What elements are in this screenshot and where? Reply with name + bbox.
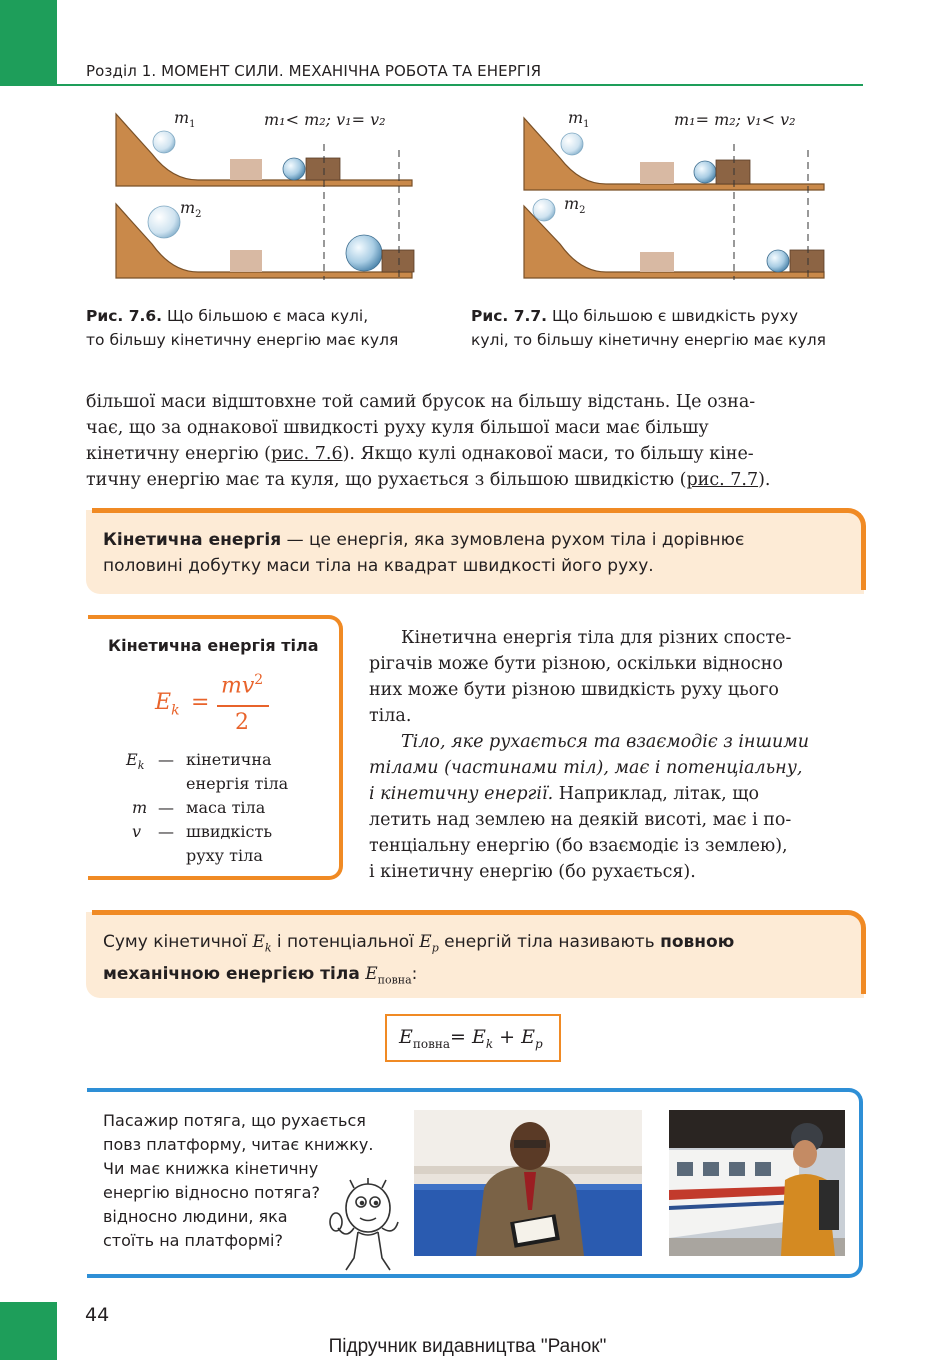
- definition-total-text: Суму кінетичної $E_k$ і потенціальної $E_p$ енергій тіла називають повною механічною енергією тіла $E_{повна}$:: [103, 932, 735, 987]
- thinking-mascot-icon: [328, 1178, 408, 1280]
- publisher-footer: Підручник видавництва "Ранок": [328, 1336, 607, 1357]
- photo-woman-on-platform: [669, 1110, 845, 1256]
- total-energy-formula: $E_{повна}= E_k + E_p$: [385, 1014, 561, 1062]
- formula-legend: $E_k$ — кінетична енергія тіла m — маса тіла v — швидкість руху тіла: [126, 750, 289, 865]
- caption-7-6: Рис. 7.6. Що більшою є маса кулі, то більшу кінетичну енергію має куля: [86, 307, 399, 349]
- fig77-condition: m₁= m₂; v₁< v₂: [674, 110, 796, 129]
- fig76-m1-label: $m_1$: [174, 108, 196, 131]
- paragraph-2: Кінетична енергія тіла для різних спосте- рігачів може бути різною, оскільки відносно них може бути різною швидкість руху цього тіла. Тіло, яке рухається та взаємодіє з іншими тілами (частинами тіл), має і потенціальну, і кінетичну енергії. Наприклад, літак, що летить над землею на деякій висоті, має і по- тенціальну енергію (бо взаємодіє із землею), і кінетичну енергію (бо рухається).: [369, 628, 810, 882]
- link-fig-7-7[interactable]: рис. 7.7: [686, 470, 759, 490]
- caption-7-7: Рис. 7.7. Що більшою є швидкість руху кулі, то більшу кінетичну енергію має куля: [471, 307, 826, 349]
- figure-7-7: [520, 104, 830, 284]
- definition-kinetic-text: Кінетична енергія — це енергія, яка зумовлена рухом тіла і дорівнює половині добутку маси тіла на квадрат швидкості його руху.: [103, 530, 745, 576]
- fig76-condition: m₁< m₂; v₁= v₂: [264, 110, 386, 129]
- formula-box-title: Кінетична енергія тіла: [108, 636, 319, 655]
- header-rule: [57, 84, 863, 86]
- paragraph-1: більшої маси відштовхне той самий брусок на більшу відстань. Це озна- чає, що за однакової швидкості руху куля більшої маси має більшу кінетичну енергію (рис. 7.6). Якщо кулі однакової маси, то більшу кіне- тичну енергію має та куля, що рухається з більшою швидкістю (рис. 7.7).: [86, 392, 771, 490]
- photo-passenger-reading: [414, 1110, 642, 1256]
- green-corner-tab-top: [0, 0, 57, 86]
- page-number: 44: [85, 1304, 110, 1326]
- section-header: Розділ 1. МОМЕНТ СИЛИ. МЕХАНІЧНА РОБОТА ТА ЕНЕРГІЯ: [86, 62, 542, 80]
- question-text: Пасажир потяга, що рухається повз платформу, читає книжку. Чи має книжка кінетичну енергію відносно потяга? відносно людини, яка стоїть на платформі?: [103, 1111, 374, 1250]
- fig77-m2-label: $m_2$: [564, 194, 586, 217]
- figure-7-6: [112, 104, 422, 284]
- fig76-m2-label: $m_2$: [180, 198, 202, 221]
- link-fig-7-6[interactable]: рис. 7.6: [270, 444, 343, 464]
- fig77-m1-label: $m_1$: [568, 108, 590, 131]
- kinetic-energy-formula: $E_k$ = $mv^2$ 2: [155, 668, 275, 738]
